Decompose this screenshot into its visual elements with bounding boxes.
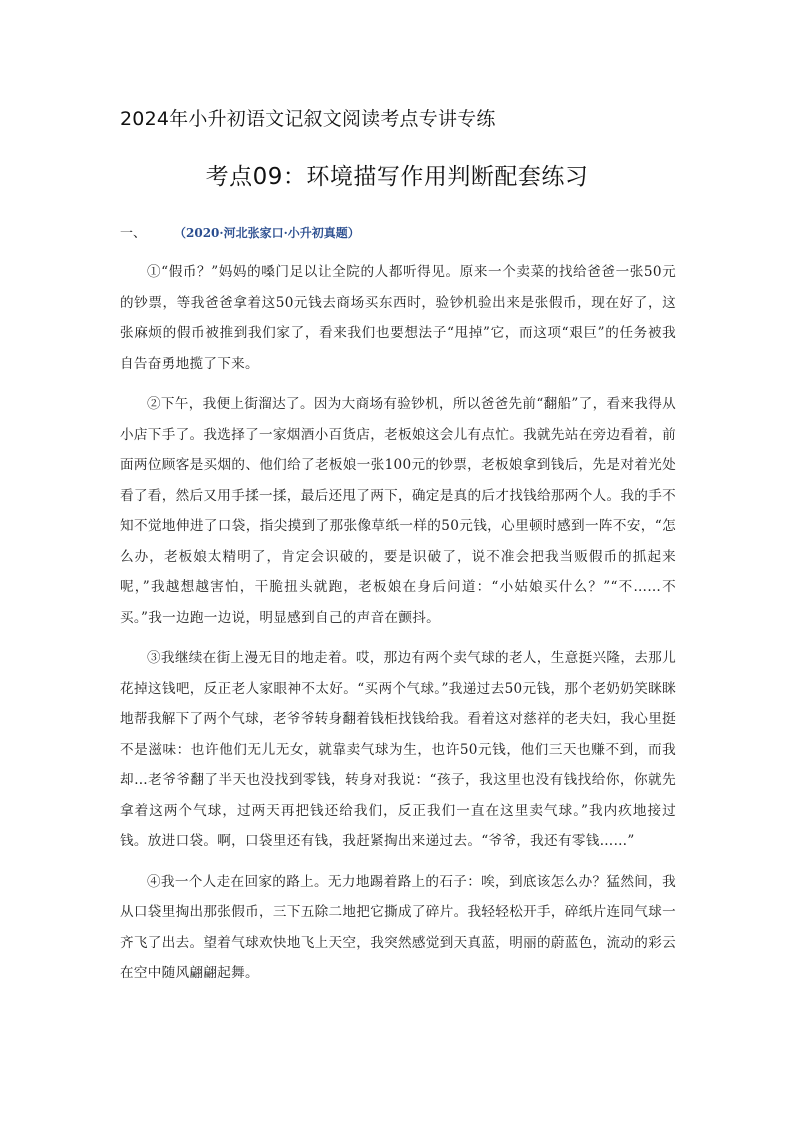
paragraph-2: ②下午，我便上街溜达了。因为大商场有验钞机，所以爸爸先前“翻船”了，看来我得从小店下手了。我选择了一家烟酒小百货店，老板娘这会儿有点忙。我就先站在旁边看着，前面两位顾客是买烟的、他们给了老板娘一张100元的钞票，老板娘拿到钱后，先是对着光处看了看，然后又用手揉一揉，最后还甩了两下，确定是真的后才找钱给那两个人。我的手不知不觉地伸进了口袋，指尖摸到了那张像草纸一样的50元钱，心里顿时感到一阵不安，“怎么办，老板娘太精明了，肯定会识破的，要是识破了，说不准会把我当贩假币的抓起来呢，”我越想越害怕，干脆扭头就跑，老板娘在身后问道：“小姑娘买什么？”“不……不买。”我一边跑一边说，明显感到自己的声音在颤抖。 — [120, 396, 676, 626]
question-number: 一、 — [120, 226, 147, 241]
question-source: （2020·河北张家口·小升初真题） — [174, 226, 360, 240]
question-heading — [120, 222, 360, 241]
paragraph-1: ①“假币？”妈妈的嗓门足以让全院的人都听得见。原来一个卖菜的找给爸爸一张50元的钞票，等我爸爸拿着这50元钱去商场买东西时，验钞机验出来是张假币，现在好了，这张麻烦的假币被推到我们家了，看来我们也要想法子“甩掉”它，而这项“艰巨”的任务被我自告奋勇地揽了下来。 — [120, 264, 676, 372]
page-title: 考点09：环境描写作用判断配套练习 — [205, 164, 589, 190]
paragraph-4: ④我一个人走在回家的路上。无力地踢着路上的石子：唉，到底该怎么办？猛然间，我从口袋里掏出那张假币，三下五除二地把它撕成了碎片。我轻轻松开手，碎纸片连同气球一齐飞了出去。望着气球欢快地飞上天空，我突然感觉到天真蓝，明丽的蔚蓝色，流动的彩云在空中随风翩翩起舞。 — [120, 873, 676, 981]
series-title: 2024年小升初语文记叙文阅读考点专讲专练 — [120, 108, 496, 130]
reading-passage — [120, 257, 676, 999]
paragraph-3: ③我继续在街上漫无目的地走着。哎，那边有两个卖气球的老人，生意挺兴隆，去那儿花掉这钱吧，反正老人家眼神不太好。“买两个气球。”我递过去50元钱，那个老奶奶笑眯眯地帮我解下了两个气球，老爷爷转身翻着钱柜找钱给我。看着这对慈祥的老夫妇，我心里挺不是滋味：也许他们无儿无女，就靠卖气球为生，也许50元钱，他们三天也赚不到，而我却…老爷爷翻了半天也没找到零钱，转身对我说：“孩子，我这里也没有钱找给你，你就先拿着这两个气球，过两天再把钱还给我们，反正我们一直在这里卖气球。”我内疚地接过钱。放进口袋。啊，口袋里还有钱，我赶紧掏出来递过去。“爷爷，我还有零钱……” — [120, 650, 676, 849]
